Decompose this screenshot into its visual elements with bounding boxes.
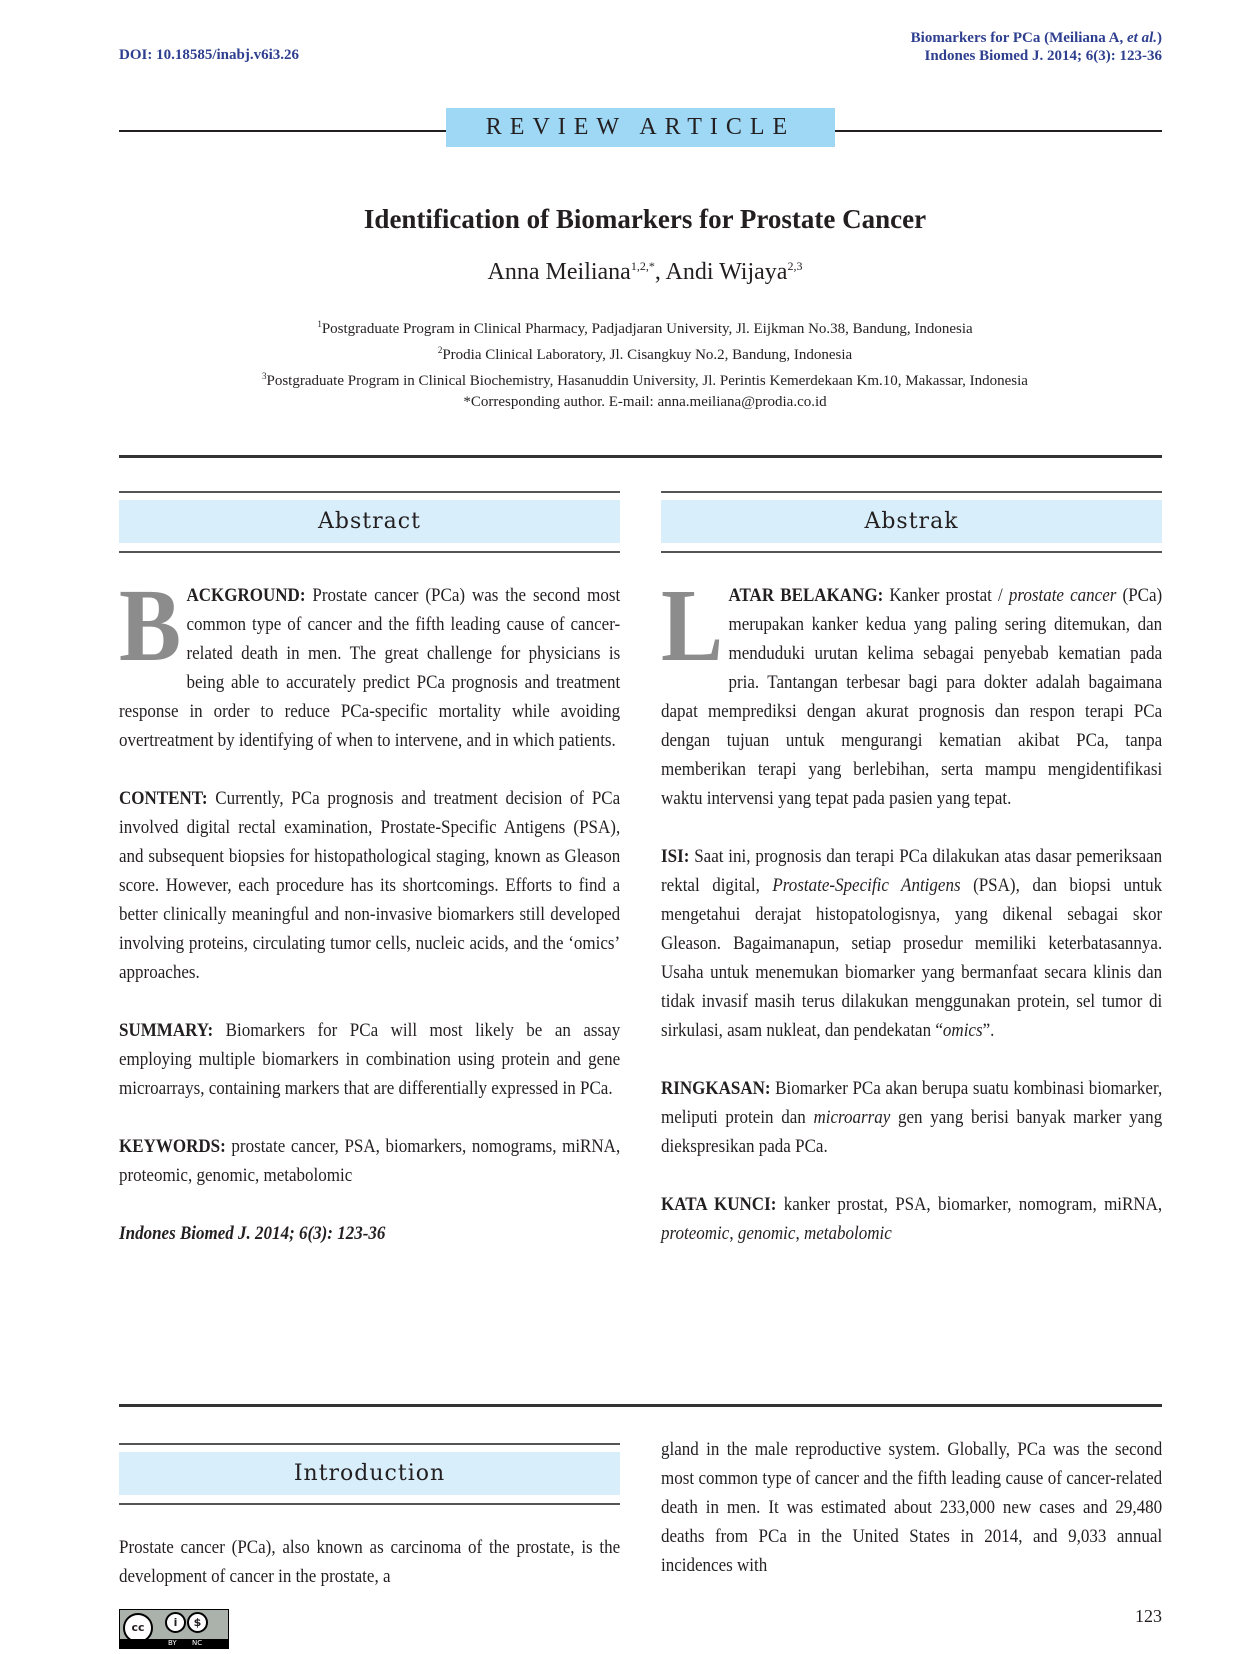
drop-cap: L <box>661 568 724 683</box>
abstract-keywords <box>119 1132 620 1190</box>
abstrak-heading <box>661 491 1162 553</box>
citation: Indones Biomed J. 2014; 6(3): 123-36 <box>119 1223 386 1244</box>
italic-term: microarray <box>813 1107 891 1128</box>
article-type-banner: REVIEW ARTICLE <box>446 108 835 147</box>
running-title-close: ) <box>1157 30 1162 46</box>
affil-num: 1 <box>317 319 322 329</box>
section-rule <box>119 455 1162 458</box>
paragraph-text: Biomarkers for PCa will most likely be an assay employing multiple biomarkers in combination using protein and gene microarrays, containing markers that are differentially expressed in PCa. <box>119 1020 621 1099</box>
affil-text: Postgraduate Program in Clinical Pharmacy, Padjadjaran University, Jl. Eijkman No.38, Bandung, Indonesia <box>321 321 973 337</box>
author-name: Andi Wijaya <box>665 259 788 285</box>
introduction-left <box>119 1443 620 1591</box>
abstract-heading <box>119 491 620 553</box>
attribution-icon: i <box>165 1612 186 1633</box>
running-header <box>911 29 1162 65</box>
italic-term: Prostate-Specific Antigens <box>772 875 961 896</box>
abstract-summary <box>119 1016 620 1103</box>
paragraph-lead: RINGKASAN: <box>661 1078 771 1099</box>
paragraph-lead: KEYWORDS: <box>119 1136 226 1157</box>
header-rule-right <box>835 130 1162 132</box>
author-affil: 2,3 <box>787 259 803 273</box>
running-title-text: Biomarkers for PCa (Meiliana A, <box>910 30 1127 46</box>
paragraph-lead: ACKGROUND: <box>186 585 306 606</box>
paragraph-text: (PCa) merupakan kanker kedua yang paling sering ditemukan, dan menduduki urutan kelima sebagai penyebab kematian pada pria. Tantangan terbesar bagi para dokter adalah bagaimana dapat memprediksi dengan akurat prognosis dan respon terapi PCa dengan tujuan untuk mengurangi kematian akibat PCa, tanpa memberikan terapi yang berlebihan, serta mampu mengidentifikasi waktu intervensi yang tepat pada pasien yang tepat. <box>661 585 1163 809</box>
paragraph-lead: ATAR BELAKANG: <box>728 585 884 606</box>
running-title <box>911 29 1162 47</box>
abstract-content <box>119 784 620 987</box>
italic-term: proteomic <box>661 1223 730 1244</box>
abstrak-heading-text: Abstrak <box>661 500 1162 543</box>
abstract-column <box>119 491 620 1277</box>
paragraph-text: (PSA), dan biopsi untuk mengetahui derajat histopatologisnya, yang dikenal sebagai skor Gleason. Bagaimanapun, setiap prosedur memiliki keterbatasannya. Usaha untuk menemukan biomarker yang bermanfaat secara klinis dan tidak invasif masih terus dilakukan menggunakan protein, sel tumor di sirkulasi, asam nukleat, dan pendekatan “ <box>661 875 1163 1041</box>
drop-cap: B <box>119 568 182 683</box>
abstrak-kata-kunci <box>661 1190 1162 1248</box>
paragraph-lead: SUMMARY: <box>119 1020 214 1041</box>
affiliation <box>0 314 1240 340</box>
paragraph-text: gen yang berisi banyak marker yang diekspresikan pada PCa. <box>661 1107 1163 1157</box>
introduction-right <box>661 1435 1162 1580</box>
affil-text: Postgraduate Program in Clinical Biochemistry, Hasanuddin University, Jl. Perintis Kemerdekaan Km.10, Makassar, Indonesia <box>266 373 1028 389</box>
page-number: 123 <box>1135 1606 1162 1626</box>
italic-term: metabolomic <box>803 1223 892 1244</box>
abstract-body <box>119 568 621 1248</box>
doi[interactable]: DOI: 10.18585/inabj.v6i3.26 <box>119 47 300 63</box>
abstrak-ringkasan <box>661 1074 1162 1161</box>
cc-by-nc-license-badge[interactable] <box>119 1609 229 1649</box>
paragraph-lead: KATA KUNCI: <box>661 1194 777 1215</box>
paragraph-text: , <box>729 1223 738 1244</box>
affil-num: * <box>463 394 471 410</box>
paragraph-text: kanker prostat, PSA, biomarker, nomogram, miRNA, <box>776 1194 1163 1215</box>
affil-num: 2 <box>437 345 443 355</box>
paragraph-text: Currently, PCa prognosis and treatment decision of PCa involved digital rectal examination, Prostate-Specific Antigens (PSA), and subsequent biopsies for histopathological staging, known as Gleason score. However, each procedure has its shortcomings. Efforts to find a better clinically meaningful and non-invasive biomarkers still developed involving proteins, circulating tumor cells, nucleic acids, and the ‘omics’ approaches. <box>119 788 621 983</box>
by-label: BY <box>168 1639 177 1647</box>
abstrak-isi <box>661 842 1162 1045</box>
noncommercial-icon: $ <box>187 1612 208 1633</box>
abstract-heading-text: Abstract <box>119 500 620 543</box>
abstrak-body <box>661 568 1163 1248</box>
section-rule <box>119 1404 1162 1407</box>
paragraph-text: Saat ini, prognosis dan terapi PCa dilakukan atas dasar pemeriksaan rektal digital, <box>661 846 1163 896</box>
license-label <box>120 1639 228 1648</box>
abstract-background <box>119 568 621 755</box>
corresponding-author <box>0 392 1240 413</box>
author-affil: 1,2,* <box>630 259 655 273</box>
introduction-text-continued: gland in the male reproductive system. Globally, PCa was the second most common type of cancer and the fifth leading cause of cancer-related death in men. It was estimated about 233,000 new cases and 29,480 deaths from PCa in the United States in 2014, and 9,033 annual incidences with <box>661 1439 1163 1576</box>
paragraph-lead: CONTENT: <box>119 788 208 809</box>
affiliation <box>0 340 1240 366</box>
paragraph-text: Prostate cancer (PCa) was the second most common type of cancer and the fifth leading cause of cancer-related death in men. The great challenge for physicians is being able to accurately predict PCa prognosis and treatment response in order to reduce PCa-specific mortality while avoiding overtreatment by identifying of when to intervene, and in which patients. <box>119 585 621 751</box>
affil-num: 3 <box>262 371 267 381</box>
paragraph-text: Biomarker PCa akan berupa suatu kombinasi biomarker, meliputi protein dan <box>661 1078 1163 1128</box>
journal-ref: Indones Biomed J. 2014; 6(3): 123-36 <box>924 48 1162 64</box>
abstrak-column <box>661 491 1162 1277</box>
affiliations <box>0 314 1240 413</box>
nc-label: NC <box>192 1639 203 1647</box>
abstrak-latar-belakang <box>661 568 1163 813</box>
author-name: Anna Meiliana <box>487 259 631 285</box>
article-title: Identification of Biomarkers for Prostate Cancer <box>363 204 927 234</box>
introduction-heading-text: Introduction <box>119 1452 620 1495</box>
italic-term: omics <box>942 1020 983 1041</box>
et-al: et al. <box>1127 30 1157 46</box>
introduction-heading <box>119 1443 620 1505</box>
italic-term: prostate cancer <box>1008 585 1117 606</box>
italic-term: genomic <box>737 1223 796 1244</box>
affiliation <box>0 366 1240 392</box>
cc-icon: cc <box>123 1613 153 1643</box>
header-rule-left <box>119 130 446 132</box>
paragraph-text: Kanker prostat / <box>883 585 1009 606</box>
affil-text: Corresponding author. E-mail: anna.meiliana@prodia.co.id <box>470 394 827 410</box>
paragraph-lead: ISI: <box>661 846 690 867</box>
introduction-text: Prostate cancer (PCa), also known as carcinoma of the prostate, is the development of cancer in the prostate, a <box>119 1537 621 1587</box>
paragraph-text: ”. <box>982 1020 995 1041</box>
affil-text: Prodia Clinical Laboratory, Jl. Cisangkuy No.2, Bandung, Indonesia <box>442 347 853 363</box>
paragraph-text: prostate cancer, PSA, biomarkers, nomograms, miRNA, proteomic, genomic, metabolomic <box>119 1136 621 1186</box>
paragraph-text: , <box>795 1223 804 1244</box>
author-list: Anna Meiliana$^{1,2,*}$, Andi Wijaya$^{2,3}$ <box>487 259 803 285</box>
